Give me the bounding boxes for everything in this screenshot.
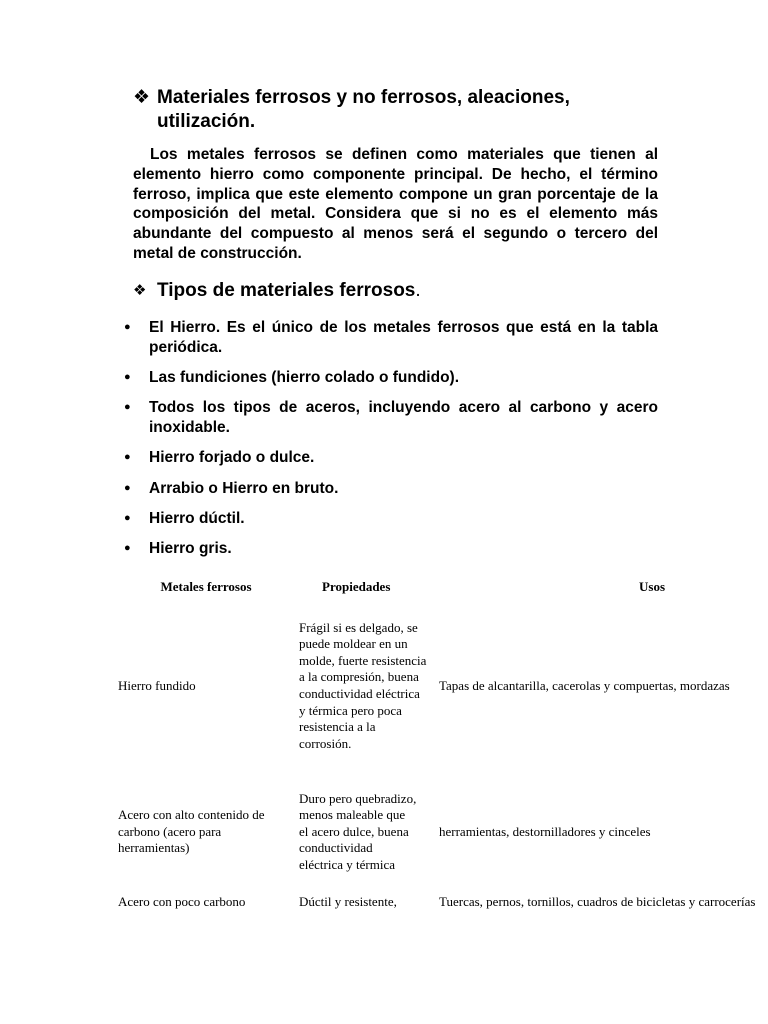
cell-metal: Hierro fundido xyxy=(118,677,196,693)
list-item: ● El Hierro. Es el único de los metales ferrosos que está en la tabla periódica. xyxy=(120,318,658,358)
cell-props: Dúctil y resistente, xyxy=(299,894,397,909)
cell-metal: Acero con poco carbono xyxy=(118,894,246,909)
list-item: ● Hierro forjado o dulce. xyxy=(120,448,658,468)
diamond-bullet-icon: ❖ xyxy=(133,87,151,108)
intro-paragraph: Los metales ferrosos se definen como materiales que tienen al elemento hierro como componente principal. De hecho, el término ferroso, implica que este elemento compone un gran porcentaje de la composición del metal. Considera que si no es el elemento más abundante del compuesto al menos será el segundo o tercero del metal de construcción. xyxy=(133,146,658,262)
table-header-row xyxy=(113,576,755,598)
bullet-icon: ● xyxy=(124,321,131,333)
ferrous-types-list xyxy=(120,318,658,570)
list-item: ● Las fundiciones (hierro colado o fundido). xyxy=(120,368,658,388)
cell-metal: Acero con alto contenido de carbono (acero para herramientas) xyxy=(118,807,265,856)
section-heading-suffix: . xyxy=(415,280,421,301)
diamond-bullet-icon: ❖ xyxy=(133,282,147,299)
table-row xyxy=(113,890,755,934)
bullet-icon: ● xyxy=(124,542,131,555)
metals-table xyxy=(113,576,755,934)
cell-props: Duro pero quebradizo, menos maleable que el acero dulce, buena conductividad eléctrica y térmica xyxy=(299,790,417,872)
cell-props: Frágil si es delgado, se puede moldear en un molde, fuerte resistencia a la compresión, buena conductividad eléctrica y térmica pero poca resistencia a la corrosión. xyxy=(299,619,427,751)
list-item: ● Todos los tipos de aceros, incluyendo acero al carbono y acero inoxidable. xyxy=(120,398,658,438)
bullet-icon: ● xyxy=(124,481,131,494)
table-row xyxy=(113,598,755,774)
cell-uses: Tuercas, pernos, tornillos, cuadros de bicicletas y carrocerías xyxy=(439,894,756,909)
bullet-icon: ● xyxy=(124,401,131,414)
cell-uses: herramientas, destornilladores y cinceles xyxy=(439,823,651,839)
header-metales: Metales ferrosos xyxy=(160,579,252,594)
bullet-icon: ● xyxy=(124,451,131,464)
header-usos: Usos xyxy=(639,579,666,594)
list-item: ● Hierro dúctil. xyxy=(120,509,658,529)
section-heading xyxy=(133,279,653,303)
list-item: ● Arrabio o Hierro en bruto. xyxy=(120,479,658,499)
cell-uses: Tapas de alcantarilla, cacerolas y compuertas, mordazas xyxy=(439,677,730,693)
main-heading-text: Materiales ferrosos y no ferrosos, aleaciones, utilización. xyxy=(157,87,570,132)
section-heading-text: Tipos de materiales ferrosos xyxy=(157,280,416,301)
bullet-icon: ● xyxy=(124,371,131,384)
main-heading xyxy=(133,86,653,134)
header-propiedades: Propiedades xyxy=(322,579,391,594)
metals-table-container xyxy=(113,576,768,1024)
bullet-icon: ● xyxy=(124,512,131,525)
table-row xyxy=(113,774,755,890)
list-item: ● Hierro gris. xyxy=(120,539,658,559)
